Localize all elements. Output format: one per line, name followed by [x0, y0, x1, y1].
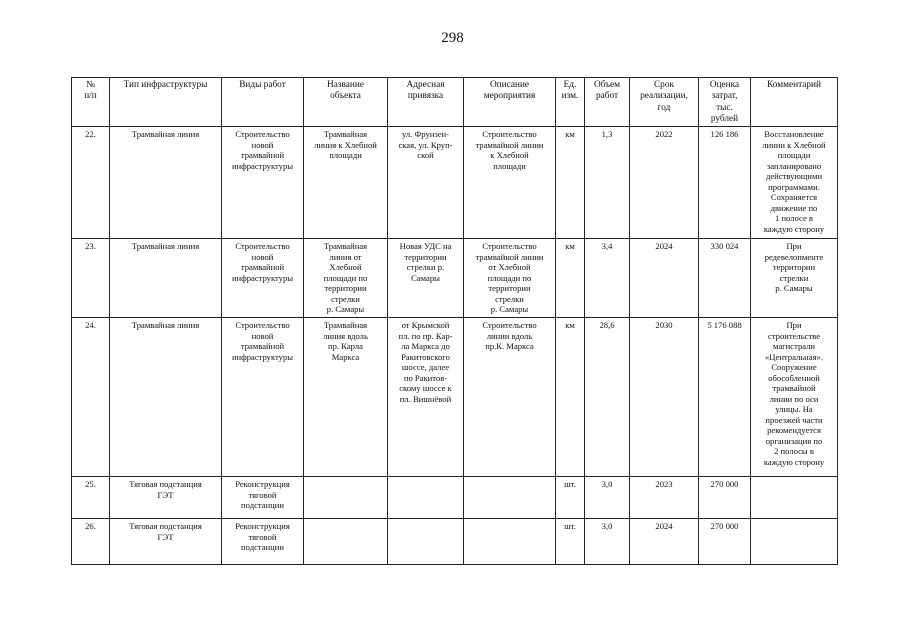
- cell-cost: 126 186: [699, 127, 751, 239]
- cell-comment: При строительстве магистрали «Центральная». Сооружение обособленной трамвайной линии по оси улицы. На проезжей части рекомендуется организация по 2 полосы в каждую сторону: [751, 318, 838, 477]
- cell-type: Тяговая подстанция ГЭТ: [110, 519, 222, 565]
- header-name: Название объекта: [304, 78, 388, 127]
- header-address: Адресная привязка: [388, 78, 464, 127]
- cell-num: 25.: [72, 477, 110, 519]
- header-type: Тип инфраструктуры: [110, 78, 222, 127]
- cell-cost: 5 176 088: [699, 318, 751, 477]
- table-header-row: [72, 78, 838, 127]
- cell-name: Трамвайная линия вдоль пр. Карла Маркса: [304, 318, 388, 477]
- cell-term: 2022: [630, 127, 699, 239]
- infrastructure-table: [71, 77, 838, 565]
- cell-description: Строительство трамвайной линии к Хлебной площади: [464, 127, 556, 239]
- header-comment: Комментарий: [751, 78, 838, 127]
- cell-works: Реконструкция тяговой подстанции: [222, 477, 304, 519]
- cell-comment: При редевелопменте территории стрелки р. Самары: [751, 239, 838, 318]
- cell-description: [464, 519, 556, 565]
- cell-description: Строительство трамвайной линии от Хлебной площади по территории стрелки р. Самары: [464, 239, 556, 318]
- cell-num: 22.: [72, 127, 110, 239]
- cell-type: Трамвайная линия: [110, 318, 222, 477]
- cell-volume: 28,6: [585, 318, 630, 477]
- table-row: [72, 127, 838, 239]
- cell-num: 24.: [72, 318, 110, 477]
- table-row: [72, 477, 838, 519]
- cell-works: Строительство новой трамвайной инфраструктуры: [222, 318, 304, 477]
- cell-address: [388, 477, 464, 519]
- cell-unit: км: [556, 239, 585, 318]
- cell-term: 2030: [630, 318, 699, 477]
- cell-description: Строительство линии вдоль пр.К. Маркса: [464, 318, 556, 477]
- header-term: Срок реализации, год: [630, 78, 699, 127]
- cell-cost: 270 000: [699, 519, 751, 565]
- header-num: № п/п: [72, 78, 110, 127]
- cell-unit: шт.: [556, 477, 585, 519]
- cell-comment: [751, 477, 838, 519]
- cell-volume: 3,4: [585, 239, 630, 318]
- cell-term: 2024: [630, 519, 699, 565]
- cell-comment: Восстановление линии к Хлебной площади запланировано действующими программами. Сохраняется движение по 1 полосе в каждую сторону: [751, 127, 838, 239]
- cell-unit: км: [556, 318, 585, 477]
- page-number: 298: [441, 30, 464, 46]
- cell-description: [464, 477, 556, 519]
- header-cost: Оценка затрат, тыс. рублей: [699, 78, 751, 127]
- cell-type: Тяговая подстанция ГЭТ: [110, 477, 222, 519]
- cell-volume: 3,0: [585, 519, 630, 565]
- cell-unit: шт.: [556, 519, 585, 565]
- table-row: [72, 318, 838, 477]
- header-unit: Ед. изм.: [556, 78, 585, 127]
- cell-type: Трамвайная линия: [110, 127, 222, 239]
- cell-address: ул. Фрунзен- ская, ул. Круп- ской: [388, 127, 464, 239]
- cell-comment: [751, 519, 838, 565]
- cell-name: [304, 519, 388, 565]
- cell-address: от Крымской пл. по пр. Кар- ла Маркса до Ракитовского шоссе, далее по Ракитов- скому шоссе к пл. Вишнёвой: [388, 318, 464, 477]
- header-volume: Объем работ: [585, 78, 630, 127]
- cell-address: [388, 519, 464, 565]
- cell-name: [304, 477, 388, 519]
- cell-volume: 1,3: [585, 127, 630, 239]
- header-description: Описание мероприятия: [464, 78, 556, 127]
- cell-cost: 270 000: [699, 477, 751, 519]
- cell-name: Трамвайная линия к Хлебной площади: [304, 127, 388, 239]
- table-row: [72, 239, 838, 318]
- header-works: Виды работ: [222, 78, 304, 127]
- cell-num: 23.: [72, 239, 110, 318]
- cell-num: 26.: [72, 519, 110, 565]
- cell-unit: км: [556, 127, 585, 239]
- cell-volume: 3,0: [585, 477, 630, 519]
- cell-name: Трамвайная линия от Хлебной площади по территории стрелки р. Самары: [304, 239, 388, 318]
- cell-works: Строительство новой трамвайной инфраструктуры: [222, 127, 304, 239]
- cell-works: Строительство новой трамвайной инфраструктуры: [222, 239, 304, 318]
- cell-address: Новая УДС на территории стрелки р. Самары: [388, 239, 464, 318]
- cell-term: 2023: [630, 477, 699, 519]
- table-row: [72, 519, 838, 565]
- cell-type: Трамвайная линия: [110, 239, 222, 318]
- cell-cost: 330 024: [699, 239, 751, 318]
- cell-term: 2024: [630, 239, 699, 318]
- cell-works: Реконструкция тяговой подстанции: [222, 519, 304, 565]
